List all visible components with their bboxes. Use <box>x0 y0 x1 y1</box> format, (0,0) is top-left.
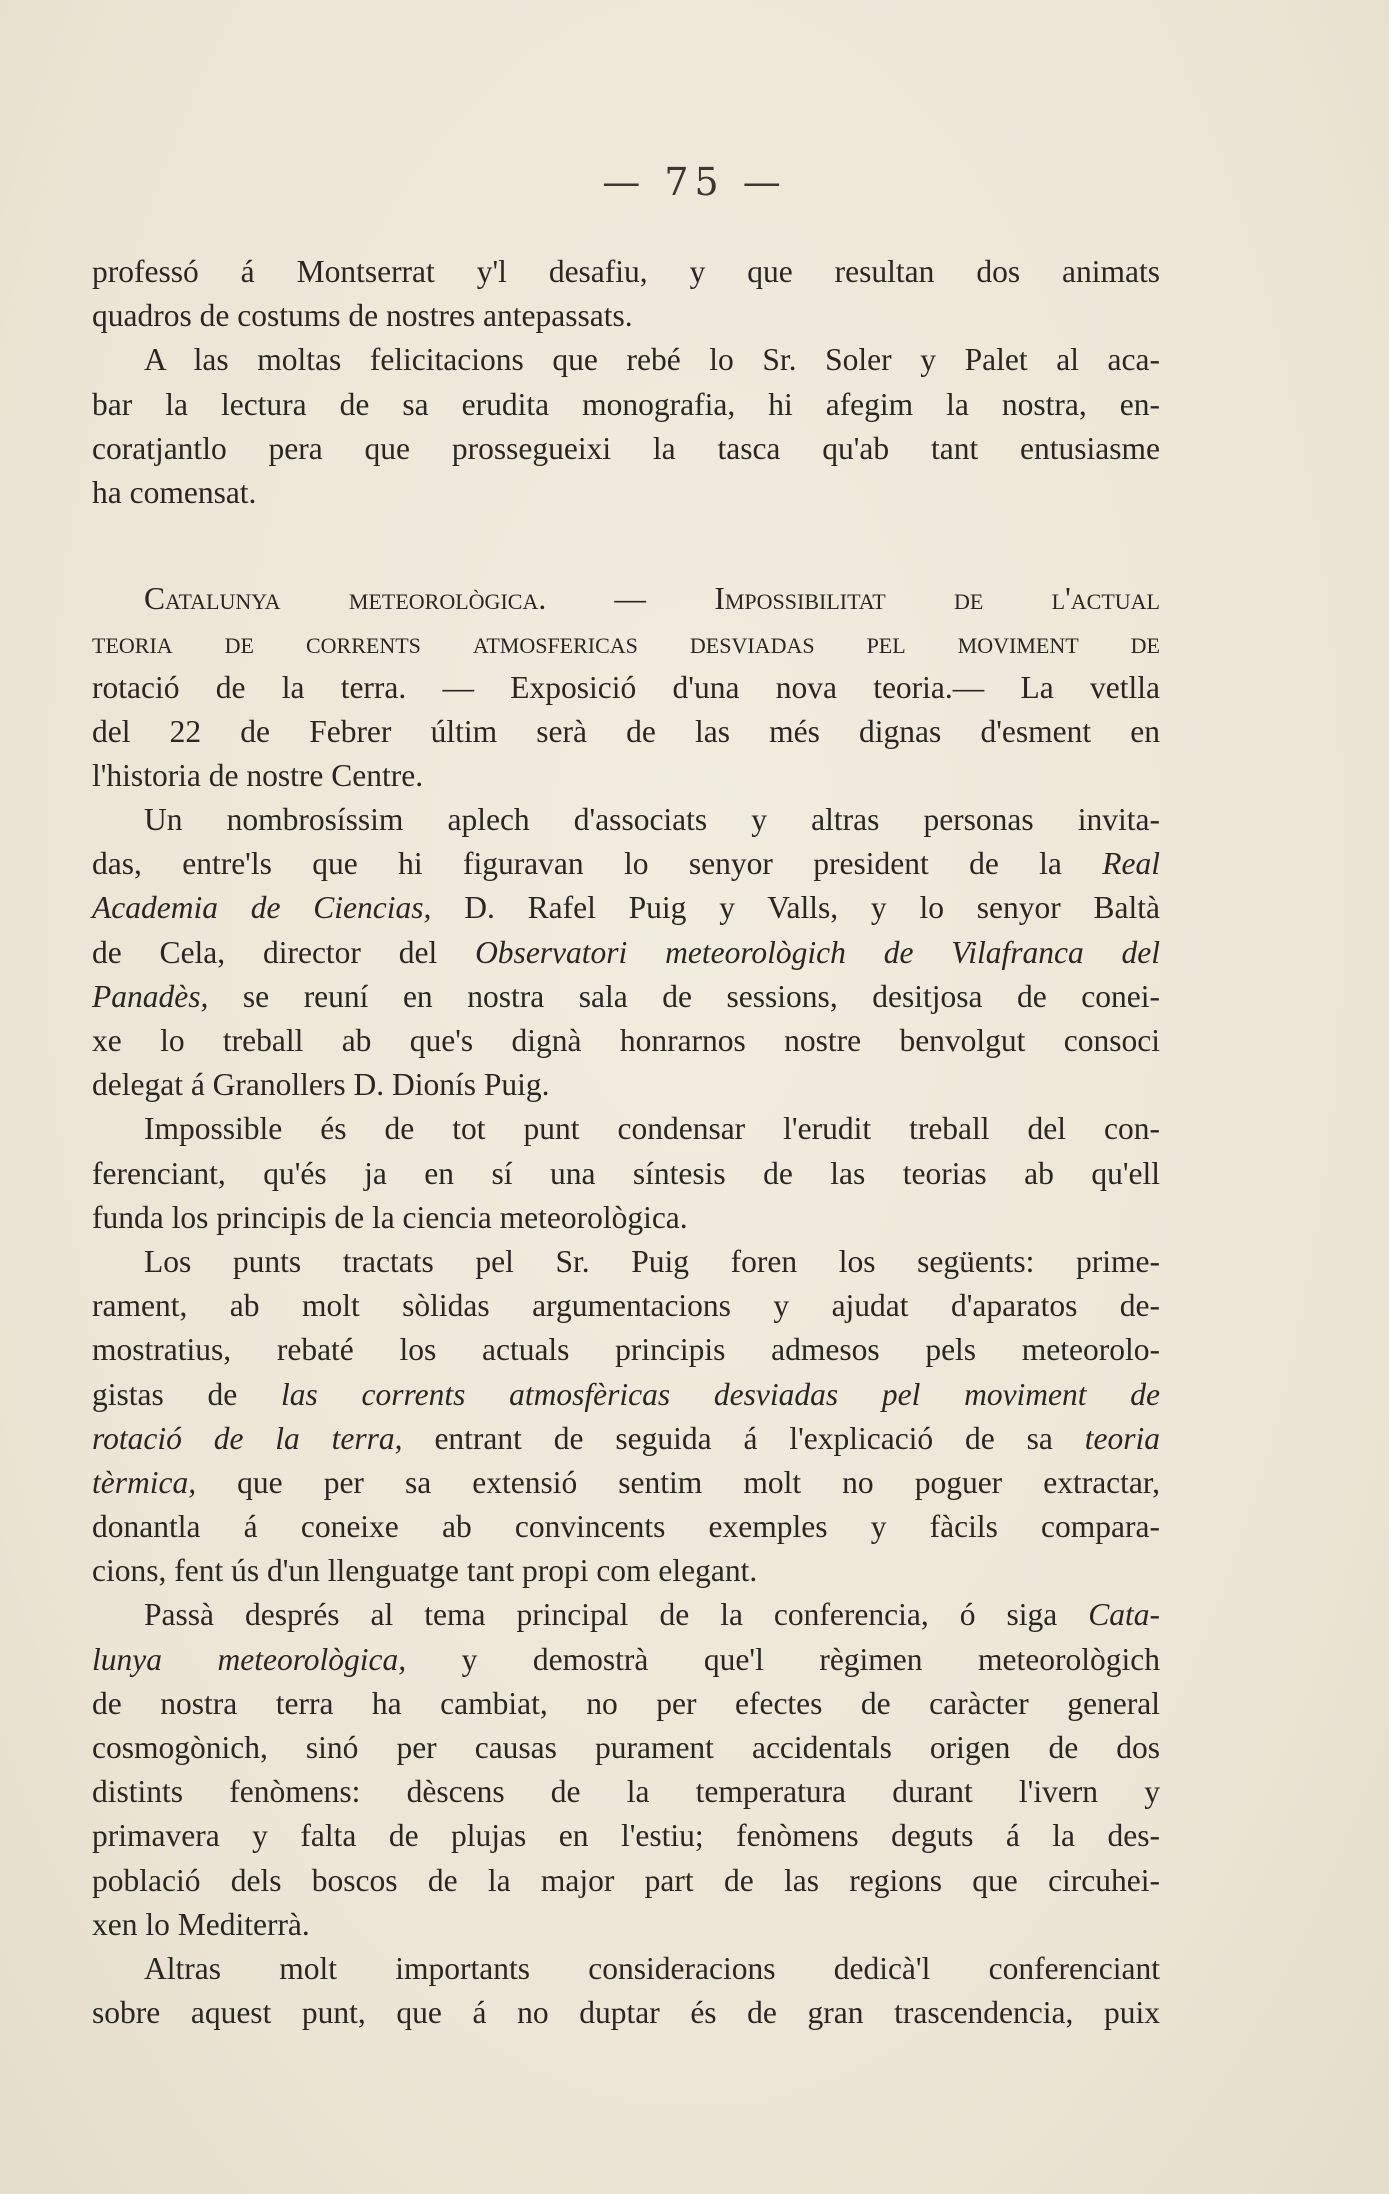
text-line: cions, fent ús d'un llenguatge tant propi com elegant. <box>92 1553 758 1589</box>
text-segment: y demostrà que'l règimen meteorològich <box>461 1641 1160 1677</box>
text-line: ha comensat. <box>92 474 257 510</box>
text-line <box>92 1593 1160 1637</box>
text-line: Impossible és de tot punt condensar l'erudit treball del con- <box>144 1111 1160 1147</box>
section-heading-line: teoria de corrents atmosfericas desviadas pel moviment de <box>92 625 1160 661</box>
text-line: sobre aquest punt, que á no duptar és de gran trascendencia, puix <box>92 1995 1160 2031</box>
text-line <box>92 931 1160 975</box>
text-line: delegat á Granollers D. Dionís Puig. <box>92 1067 550 1103</box>
text-segment: das, entre'ls que hi figuravan lo senyor president de la <box>92 846 1062 882</box>
text-segment: de Cela, director del <box>92 934 438 970</box>
text-segment: se reuní en nostra sala de sessions, desitjosa de conei- <box>242 978 1160 1014</box>
section-heading-line: Catalunya meteorològica. — Impossibilitat de l'actual <box>144 581 1160 617</box>
text-segment: entrant de seguida á l'explicació de sa <box>434 1420 1053 1456</box>
text-line: Los punts tractats pel Sr. Puig foren los següents: prime- <box>144 1243 1160 1279</box>
page-number: — 75 — <box>602 160 787 204</box>
text-line: rament, ab molt sòlidas argumentacions y ajudat d'aparatos de- <box>92 1288 1160 1324</box>
text-line: coratjantlo pera que prossegueixi la tasca qu'ab tant entusiasme <box>92 430 1160 466</box>
italic-segment: Observatori meteorològich de Vilafranca del <box>475 934 1160 970</box>
text-line <box>92 886 1160 930</box>
text-line: primavera y falta de plujas en l'estiu; fenòmens deguts á la des- <box>92 1818 1160 1854</box>
text-segment: gistas de <box>92 1376 238 1412</box>
text-line: quadros de costums de nostres antepassats. <box>92 298 633 334</box>
italic-segment: Panadès, <box>92 978 209 1014</box>
italic-segment: lunya meteorològica, <box>92 1641 407 1677</box>
section-gap <box>92 515 1160 577</box>
italic-segment: Real <box>1102 846 1161 882</box>
text-line: professó á Montserrat y'l desafiu, y que resultan dos animats <box>92 254 1160 289</box>
text-line <box>92 1373 1160 1417</box>
text-line <box>92 842 1160 886</box>
text-line: distints fenòmens: dèscens de la temperatura durant l'ivern y <box>92 1774 1160 1810</box>
italic-segment: rotació de la terra, <box>92 1420 403 1456</box>
section-heading-line: rotació de la terra. — Exposició d'una nova teoria.— La vetlla <box>92 669 1160 705</box>
text-line: cosmogònich, sinó per causas purament accidentals origen de dos <box>92 1730 1160 1765</box>
text-line <box>92 975 1160 1019</box>
italic-segment: teoria <box>1084 1420 1161 1456</box>
text-line: xe lo treball ab que's dignà honrarnos nostre benvolgut consoci <box>92 1023 1160 1058</box>
text-line: xen lo Mediterrà. <box>92 1906 310 1942</box>
text-line: de nostra terra ha cambiat, no per efectes de caràcter general <box>92 1685 1160 1721</box>
italic-segment: Academia de Ciencias, <box>92 890 432 926</box>
text-line <box>92 1461 1160 1505</box>
text-line: funda los principis de la ciencia meteorològica. <box>92 1199 688 1235</box>
text-line: del 22 de Febrer últim serà de las més dignas d'esment en <box>92 713 1160 749</box>
text-line: bar la lectura de sa erudita monografia, hi afegim la nostra, en- <box>92 386 1160 422</box>
body-text <box>92 250 1160 2035</box>
text-line: A las moltas felicitacions que rebé lo Sr. Soler y Palet al aca- <box>144 342 1160 378</box>
text-line: mostratius, rebaté los actuals principis admesos pels meteorolo- <box>92 1332 1160 1368</box>
text-line: Altras molt importants consideracions dedicà'l conferenciant <box>144 1950 1160 1986</box>
text-segment: que per sa extensió sentim molt no poguer extractar, <box>237 1464 1160 1500</box>
text-line: donantla á coneixe ab convincents exemples y fàcils compara- <box>92 1509 1160 1545</box>
text-segment: D. Rafel Puig y Valls, y lo senyor Baltà <box>464 890 1161 926</box>
text-line: ferenciant, qu'és ja en sí una síntesis de las teorias ab qu'ell <box>92 1155 1160 1191</box>
italic-segment: tèrmica, <box>92 1464 197 1500</box>
text-line <box>92 1417 1160 1461</box>
text-line: l'historia de nostre Centre. <box>92 757 424 793</box>
text-segment: Passà després al tema principal de la conferencia, ó siga <box>144 1597 1058 1633</box>
text-line: població dels boscos de la major part de las regions que circuhei- <box>92 1862 1160 1898</box>
italic-segment: Cata- <box>1088 1597 1160 1633</box>
italic-segment: las corrents atmosfèricas desviadas pel moviment de <box>281 1376 1161 1412</box>
text-line <box>92 1638 1160 1682</box>
text-line: Un nombrosíssim aplech d'associats y altras personas invita- <box>144 802 1160 838</box>
